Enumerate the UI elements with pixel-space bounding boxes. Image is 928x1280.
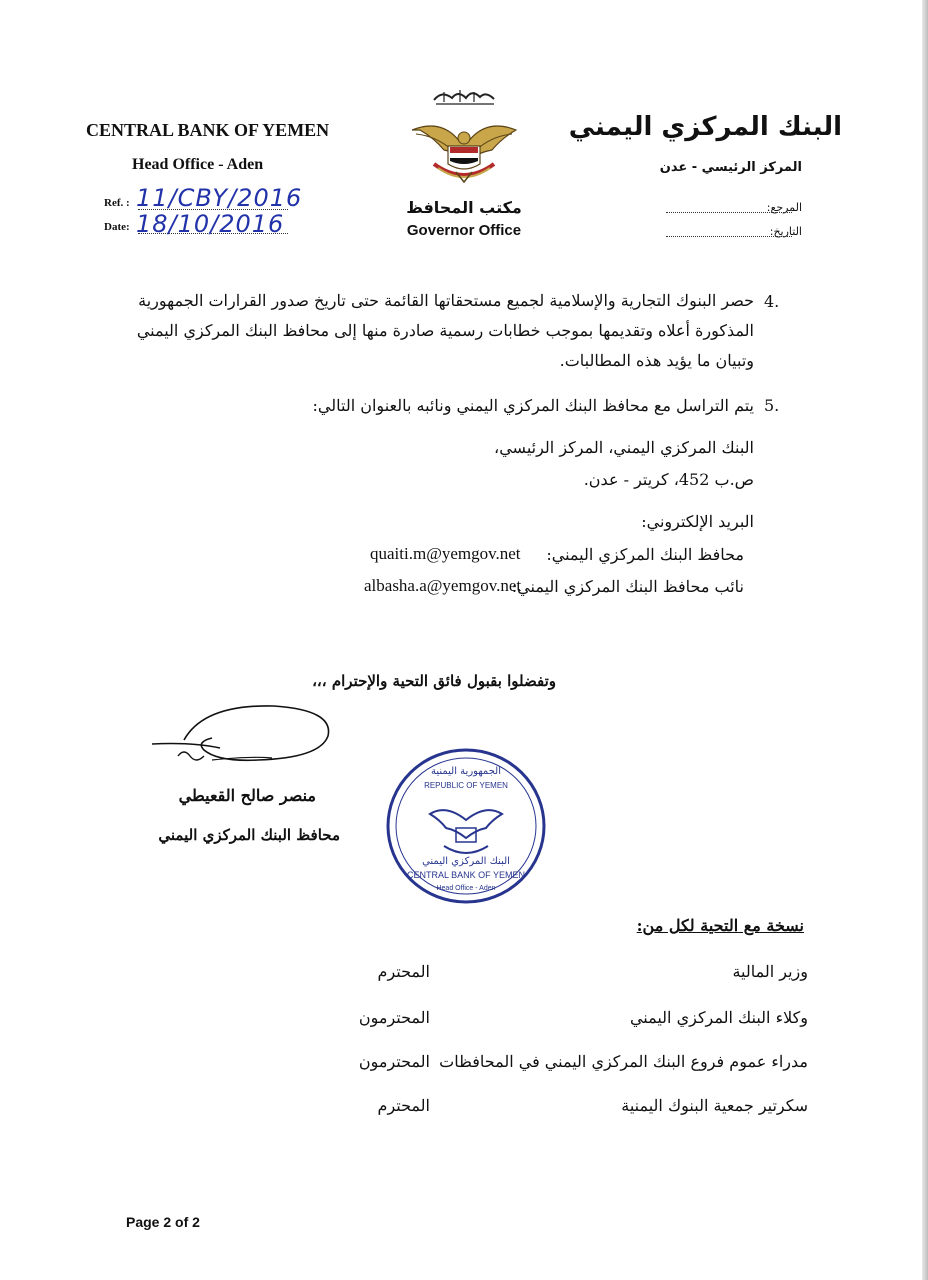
arabic-date-label: التاريخ: bbox=[769, 225, 802, 238]
copy-honorific: المحترم bbox=[377, 962, 430, 981]
email-heading: البريد الإلكتروني: bbox=[641, 512, 754, 531]
stamp-mid-english: CENTRAL BANK OF YEMEN bbox=[406, 870, 526, 880]
copy-recipient: مدراء عموم فروع البنك المركزي اليمني في المحافظات bbox=[439, 1052, 808, 1071]
item-4-number: 4. bbox=[764, 292, 780, 311]
stamp-mid-arabic: البنك المركزي اليمني bbox=[422, 856, 510, 867]
address-line-2: ص.ب 452، كريتر - عدن. bbox=[583, 470, 754, 489]
arabic-ref-dotted-line bbox=[666, 212, 792, 213]
copies-heading: نسخة مع التحية لكل من: bbox=[636, 916, 804, 935]
deputy-email-label: نائب محافظ البنك المركزي اليمني: bbox=[511, 577, 744, 596]
date-handwritten-value: 18/10/2016 bbox=[136, 210, 285, 238]
governor-email: quaiti.m@yemgov.net bbox=[370, 544, 521, 563]
copy-recipient: سكرتير جمعية البنوك اليمنية bbox=[621, 1096, 808, 1115]
stamp-top-arabic: الجمهورية اليمنية bbox=[430, 766, 502, 777]
copy-recipient: وكلاء البنك المركزي اليمني bbox=[629, 1008, 808, 1027]
page-number: Page 2 of 2 bbox=[126, 1214, 200, 1230]
ref-handwritten-value: 11/CBY/2016 bbox=[136, 184, 303, 212]
yemen-eagle-emblem-icon bbox=[404, 84, 524, 194]
english-bank-name: CENTRAL BANK OF YEMEN bbox=[86, 120, 330, 140]
date-label: Date: bbox=[104, 221, 130, 233]
copy-honorific: المحترمون bbox=[358, 1008, 430, 1027]
stamp-bottom: Head Office - Aden bbox=[436, 885, 496, 892]
item-5-text: يتم التراسل مع محافظ البنك المركزي اليمني ونائبه بالعنوان التالي: bbox=[312, 396, 754, 415]
english-head-office: Head Office - Aden bbox=[132, 156, 264, 173]
stamp-top-english: REPUBLIC OF YEMEN bbox=[424, 781, 508, 790]
signatory-name: منصر صالح القعيطي bbox=[178, 786, 316, 805]
copy-recipient: وزير المالية bbox=[732, 962, 808, 981]
governor-email-label: محافظ البنك المركزي اليمني: bbox=[546, 545, 744, 564]
governor-office-english: Governor Office bbox=[406, 222, 522, 239]
item-5-number: 5. bbox=[764, 396, 780, 415]
basmala-calligraphy-icon bbox=[434, 90, 494, 104]
arabic-head-office: المركز الرئيسي - عدن bbox=[659, 160, 802, 175]
signatory-title: محافظ البنك المركزي اليمني bbox=[158, 826, 340, 844]
item-4-text: حصر البنوك التجارية والإسلامية لجميع مستحقاتها القائمة حتى تاريخ صدور القرارات الجمهورية المذكورة أعلاه وتقديمها بموجب خطابات رسمية صادرة منها إلى محافظ البنك المركزي اليمني وتبيان ما يؤيد هذه المطالبات. bbox=[136, 291, 754, 370]
round-official-stamp-icon bbox=[384, 744, 548, 908]
handwritten-signature-icon bbox=[148, 700, 338, 780]
arabic-bank-name: البنك المركزي اليمني bbox=[568, 112, 842, 142]
address-line-1: البنك المركزي اليمني، المركز الرئيسي، bbox=[494, 438, 754, 457]
deputy-email: albasha.a@yemgov.net bbox=[364, 576, 522, 595]
copy-honorific: المحترمون bbox=[358, 1052, 430, 1071]
page-edge bbox=[922, 0, 928, 1280]
governor-office-arabic: مكتب المحافظ bbox=[406, 198, 522, 217]
closing-greeting: وتفضلوا بقبول فائق التحية والإحترام ،،، bbox=[312, 672, 556, 690]
arabic-date-dotted-line bbox=[666, 236, 792, 237]
arabic-ref-label: المرجع: bbox=[766, 201, 802, 214]
ref-label: Ref. : bbox=[104, 197, 130, 209]
copy-honorific: المحترم bbox=[377, 1096, 430, 1115]
